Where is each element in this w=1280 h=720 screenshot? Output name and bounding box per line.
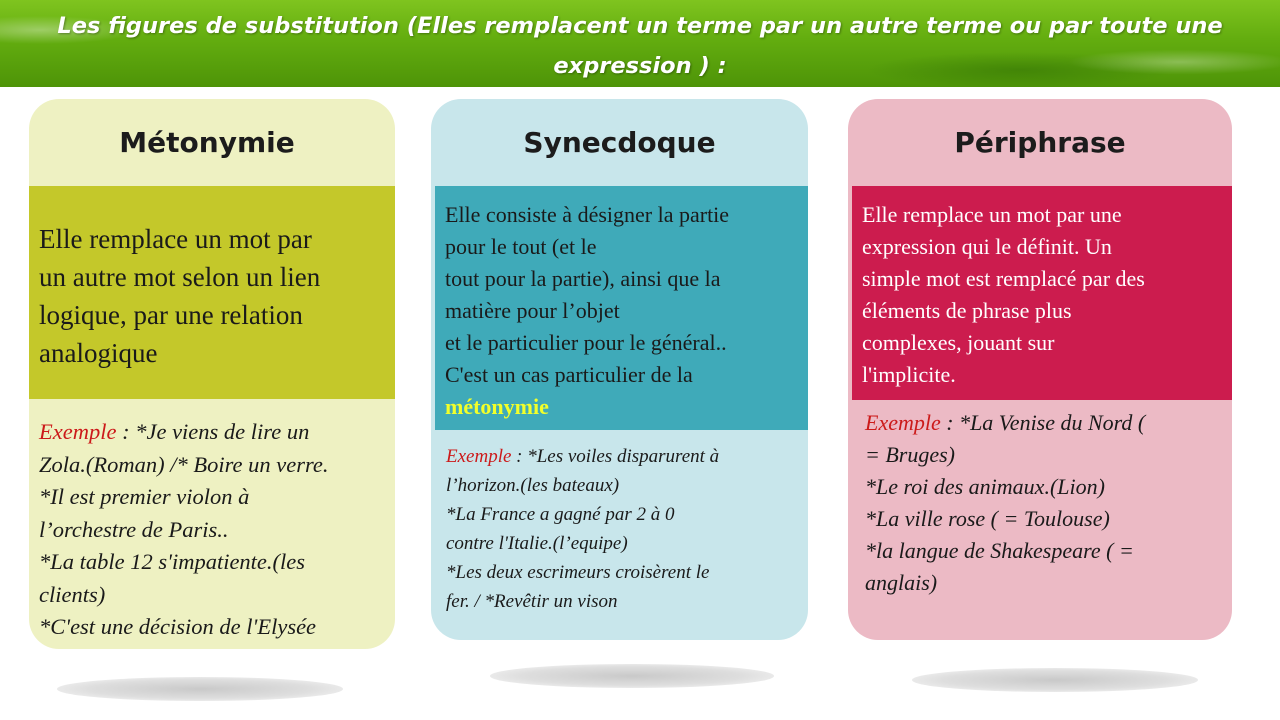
definition-line: expression qui le définit. Un	[862, 234, 1112, 259]
card-title: Métonymie	[119, 126, 295, 159]
definition-line: un autre mot selon un lien	[39, 262, 321, 292]
example-line: *la langue de Shakespeare ( =	[865, 538, 1134, 563]
example-line: contre l'Italie.(l’equipe)	[446, 533, 628, 554]
definition-line: et le particulier pour le général..	[445, 330, 727, 355]
example-line: Zola.(Roman) /* Boire un verre.	[39, 451, 329, 477]
definition-line: C'est un cas particulier de la	[445, 362, 693, 387]
definition-line: logique, par une relation	[39, 300, 303, 330]
card-synecdoque	[431, 99, 808, 640]
card-metonymie	[29, 99, 395, 649]
definition-line: matière pour l’objet	[445, 298, 620, 323]
page-title	[20, 6, 1260, 86]
example-label-suffix: :	[116, 419, 136, 444]
definition-line: Elle consiste à désigner la partie	[445, 202, 730, 227]
example-line	[865, 407, 1224, 439]
example-line	[39, 416, 383, 449]
definition-line: tout pour la partie), ainsi que la	[445, 266, 721, 291]
example-line: *C'est une décision de l'Elysée	[39, 614, 317, 639]
example-line: *La table 12 s'impatiente.(les	[39, 549, 306, 574]
example-line: *Le roi des animaux.(Lion)	[865, 474, 1105, 499]
example-line: clients)	[39, 581, 106, 607]
definition-line: analogique	[39, 338, 158, 368]
example-panel	[431, 438, 808, 616]
definition-panel	[29, 186, 395, 399]
definition-line: simple mot est remplacé par des	[862, 266, 1145, 291]
example-panel	[848, 404, 1232, 599]
example-panel	[29, 412, 395, 644]
example-line: anglais)	[865, 570, 938, 595]
definition-panel	[435, 186, 808, 430]
title-banner	[0, 0, 1280, 87]
example-label-suffix: :	[940, 410, 960, 435]
example-text: *La Venise du Nord (	[959, 410, 1146, 435]
card-periphrase	[848, 99, 1232, 640]
example-line: *La ville rose ( = Toulouse)	[865, 506, 1110, 531]
card-shadow	[57, 677, 343, 701]
example-line	[446, 442, 800, 471]
definition-line: pour le tout (et le	[445, 234, 597, 259]
definition-line: l'implicite.	[862, 362, 956, 387]
example-text: *Je viens de lire un	[135, 419, 310, 444]
example-label: Exemple	[39, 419, 117, 444]
card-shadow	[490, 664, 774, 688]
card-title: Périphrase	[954, 126, 1126, 159]
definition-line: complexes, jouant sur	[862, 330, 1055, 355]
example-line: fer. / *Revêtir un vison	[446, 591, 618, 612]
example-text: *Les voiles disparurent à	[527, 446, 720, 467]
example-line: l’horizon.(les bateaux)	[446, 475, 620, 496]
example-label: Exemple	[865, 410, 941, 435]
definition-line: éléments de phrase plus	[862, 298, 1072, 323]
page-title-line-2: expression ) :	[553, 53, 727, 79]
definition-line: Elle remplace un mot par une	[862, 202, 1122, 227]
definition-panel	[852, 186, 1232, 400]
definition-line: Elle remplace un mot par	[39, 224, 312, 254]
page-title-line-1: Les figures de substitution (Elles remplacent un terme par un autre terme ou par toute une	[57, 13, 1223, 39]
card-shadow	[912, 668, 1198, 692]
example-line: *La France a gagné par 2 à 0	[446, 504, 675, 525]
example-line: *Les deux escrimeurs croisèrent le	[446, 562, 710, 583]
definition-highlight: métonymie	[445, 394, 549, 419]
example-line: l’orchestre de Paris..	[39, 516, 229, 542]
example-label-suffix: :	[511, 446, 528, 467]
example-line: *Il est premier violon à	[39, 484, 250, 509]
card-title: Synecdoque	[523, 126, 716, 159]
example-label: Exemple	[446, 446, 512, 467]
example-line: = Bruges)	[865, 442, 955, 467]
